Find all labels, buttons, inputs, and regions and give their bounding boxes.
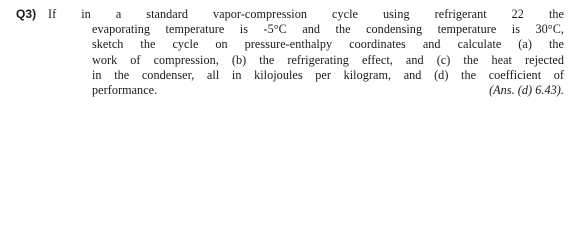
- question-text-line-2: evaporating temperature is -5°C and the condensing temperature is 30°C,: [92, 22, 564, 37]
- answer-text: (Ans. (d) 6.43).: [489, 83, 564, 98]
- question-block: [16, 7, 564, 98]
- question-text-line-1: If in a standard vapor-compression cycle using refrigerant 22 the: [48, 7, 564, 21]
- question-number: Q3): [16, 7, 37, 21]
- question-last-line: [16, 83, 564, 98]
- question-text-line-4: work of compression, (b) the refrigerating effect, and (c) the heat rejected: [92, 52, 564, 67]
- question-first-line: [16, 7, 564, 22]
- question-text-line-6: performance.: [92, 83, 158, 98]
- question-text-line-5: in the condenser, all in kilojoules per kilogram, and (d) the coefficient of: [92, 67, 564, 82]
- question-text-line-3: sketch the cycle on pressure-enthalpy coordinates and calculate (a) the: [92, 37, 564, 52]
